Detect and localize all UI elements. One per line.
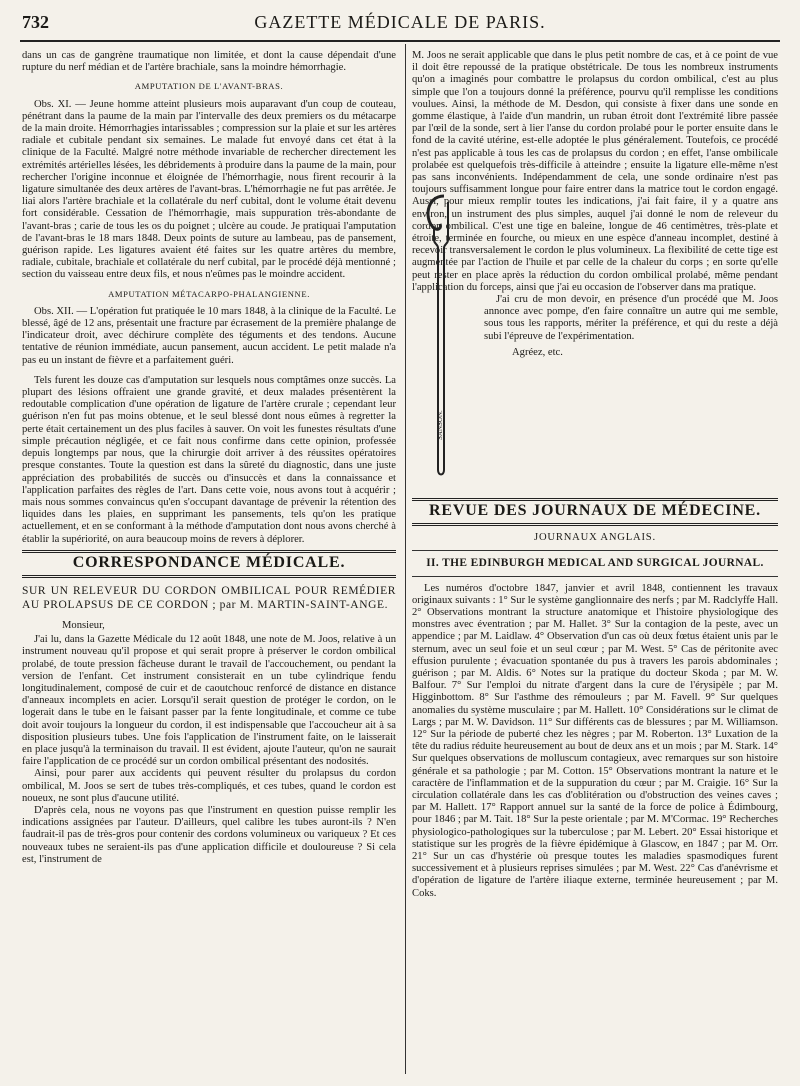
observation-xii: Obs. XII. — L'opération fut pratiquée le 10 mars 1848, à la clinique de la Faculté. Le blessé, âgé de 12 ans, présentait une fracture par écrasement de la première phalange de l'indicateur droit, avec déchirure complète des téguments et des tendons. Aucune tentative de réunion immédiate, aucun pansement, aucun accident. Le petit malade n'a pas eu un instant de fièvre et a parfaitement guéri. bbox=[22, 305, 396, 366]
letter-paragraph-1: J'ai lu, dans la Gazette Médicale du 12 août 1848, une note de M. Joos, relative à un instrument nouveau qu'il propose et qui serait propre à préserver le cordon ombilical prolabé, de toute pression fâcheuse durant le travail de l'accouchement, ou pendant la version de l'enfant. Cet instrument consisterait en un tube cylindrique fendu longitudinalement, composé de cuir et de caoutchouc renforcé de distance en distance d'anneaux incomplets en acier. Lorsqu'il serait question de protéger le cordon, on le logerait dans le tube en le faisant passer par la fente longitudinale, et comme ce tube doit avoir toujours la longueur du cordon, il est indispensable que l'accoucheur ait à sa disposition plusieurs tubes. Une fois l'application de l'instrument faite, on le laisserait en place jusqu'à la terminaison du travail. Il est évident, ajoute l'auteur, qu'on ne saurait faire l'application de ce procédé sur un cordon ombilical présentant des nodosités. bbox=[22, 634, 396, 768]
umbilical-cord-elevator-figure bbox=[412, 190, 470, 480]
correspondance-title: CORRESPONDANCE MÉDICALE. bbox=[72, 553, 346, 571]
continuation-paragraph-2: J'ai cru de mon devoir, en présence d'un procédé que M. Joos annonce avec pompe, d'en faire connaître un autre qui me semble, sous tous les rapports, mériter la préférence, et qui du reste a déjà subi l'épreuve de l'expérimentation. bbox=[484, 294, 778, 342]
edinburgh-heading: II. THE EDINBURGH MEDICAL AND SURGICAL JOURNAL. bbox=[426, 557, 764, 570]
salutation: Monsieur, bbox=[62, 619, 105, 631]
edinburgh-paragraph: Les numéros d'octobre 1847, janvier et avril 1848, contiennent les travaux originaux suivants : 1° Sur le système ganglionnaire des nerfs ; par M. Radclyffe Hall. 2° Observations montrant la structure anatomique et l'histoire physiologique des monstres avec éventration ; par M. Hallet. 3° Sur la contagion de la peste, avec un appendice ; par M. Laidlaw. 4° Observation d'un cas où deux fœtus étaient unis par le sternum, avec un seul foie et un seul cœur ; par M. West. 5° Cas de péritonite avec effusion purulente ; évacuation spontanée du pus à travers les parois abdominales ; guérison ; par M. Aldis. 6° Notes sur la pratique du docteur Skoda ; par M. W. Balfour. 7° Sur l'emploi du nitrate d'argent dans la cure de l'érysipèle ; par M. Higginbottom. 8° Sur l'asthme des rémouleurs ; par M. Favell. 9° Sur quelques anomalies du système musculaire ; par M. Hallett. 10° Considérations sur le climat de Largs ; par M. W. Davidson. 11° Sur différents cas de blessures ; par M. Williamson. 12° Sur la période de puberté chez les nègres ; par M. Roberton. 13° Luxation de la tête du radius réduite heureusement au bout de deux ans et un mois ; par M. Stark. 14° Sur quelques observations de molluscum contagieux, avec remarques sur son histoire générale et sa pathologie ; par M. Cotton. 15° Observations montrant la nature et le caractère de l'inflammation et de la suppuration du cœur ; par M. Craigie. 16° Sur la circulation collatérale dans les cas d'oblitération ou d'obstruction des veines caves ; par M. Hallett. 17° Rapport annuel sur la santé de la force de police à Édimbourg, pour 1846 ; par M. Tait. 18° Sur la peste orientale ; par M. M'Cormac. 19° Recherches physiologico-pathologiques sur la tuberculose ; par M. Lebert. 20° Essai historique et statistique sur les progrès de la fièvre épidémique à Glascow, en 1847 ; par M. Orr. 21° Sur un cas d'hystérie où presque toutes les maladies spasmodiques furent successivement et à plusieurs reprises simulées ; par M. West. 22° Cas d'anévrisme et d'opération de ligature de l'artère iliaque externe, terminée heureusement ; par M. Coks. bbox=[412, 582, 779, 899]
section-rule bbox=[22, 575, 396, 578]
letter-continuation bbox=[412, 50, 778, 482]
conclusion-paragraph: Tels furent les douze cas d'amputation sur lesquels nous comptâmes onze succès. La plupart des lésions offraient une grande gravité, et deux malades présentèrent la redoutable complication d'une opération de ligature de l'artère crurale ; cependant leur guérison n'en fut pas moins obtenue, et le seul blessé dont nous eûmes à regretter la perte était certainement un des plus faciles à sauver. On voit les funestes résultats d'une simple précaution négligée, et ce fait nous confirme dans cette opinion, professée depuis longtemps par nous, que la chirurgie doit arriver à des réussites opératoires presque constantes. Toute la question est dans la sûreté du diagnostic, dans une juste appréciation des probabilités de succès ou d'insuccès et dans la connaissance et l'application parfaites des règles de l'art. Dans cette voie, nous avons tout à acquérir ; mais nous sommes convaincus qu'en s'occupant davantage de prévenir la rétention des liquides dans les plaies, en supprimant les pansements, tels qu'on les pratique actuellement, et en se conformant à la méthode d'amputation dont nous avons cherché à établir la supériorité, on aura beaucoup moins de revers à déplorer. bbox=[22, 374, 396, 545]
running-title: GAZETTE MÉDICALE DE PARIS. bbox=[254, 12, 546, 32]
left-column bbox=[22, 50, 396, 866]
thin-rule bbox=[412, 576, 778, 577]
section-rule bbox=[412, 498, 778, 501]
page-header bbox=[20, 8, 780, 34]
closing: Agréez, etc. bbox=[512, 346, 563, 358]
right-column bbox=[412, 50, 778, 900]
page-number: 732 bbox=[22, 12, 49, 32]
header-rule bbox=[20, 40, 780, 42]
subheading-forearm: AMPUTATION DE L'AVANT-BRAS. bbox=[134, 81, 284, 92]
intro-paragraph: dans un cas de gangrène traumatique non limitée, et dont la cause dépendait d'une rupture du nerf médian et de l'artère brachiale, sans la moindre hémorrhagie. bbox=[22, 50, 396, 74]
section-rule bbox=[412, 523, 778, 526]
column-divider bbox=[405, 44, 406, 1074]
section-rule bbox=[22, 550, 396, 553]
subheading-metacarpo: AMPUTATION MÉTACARPO-PHALANGIENNE. bbox=[108, 288, 310, 299]
review-title: REVUE DES JOURNAUX DE MÉDECINE. bbox=[429, 502, 761, 519]
journaux-anglais-heading: JOURNAUX ANGLAIS. bbox=[534, 532, 656, 544]
correspondance-subtitle: SUR UN RELEVEUR DU CORDON OMBILICAL POUR REMÉDIER AU PROLAPSUS DE CE CORDON ; par M. MARTIN-SAINT-ANGE. bbox=[22, 584, 396, 611]
letter-paragraph-2: Ainsi, pour parer aux accidents qui peuvent résulter du prolapsus du cordon ombilical, M. Joos se sert de tubes très-compliqués, et ces tubes, quand le cordon est noueux, ne sont plus d'aucune utilité. bbox=[22, 768, 396, 804]
letter-paragraph-3: D'après cela, nous ne voyons pas que l'instrument en question puisse remplir les indications assignées par l'auteur. D'ailleurs, quel calibre les tubes auront-ils ? N'en faudrait-il pas de très-gros pour contenir des cordons volumineux ou variqueux ? Et ces nouveaux tubes ne seraient-ils pas d'une application difficile et douloureuse ? Si cela est, l'instrument de bbox=[22, 804, 396, 865]
figure-label: SANSON. bbox=[436, 410, 444, 440]
observation-xi: Obs. XI. — Jeune homme atteint plusieurs mois auparavant d'un coup de couteau, pénétrant dans la paume de la main par l'intervalle des deux premiers os du métacarpe de la main droite. Hémorrhagies intarissables ; compression sur la plaie et sur les artères radiale et cubitale pendant six semaines. Le malade fut envoyé dans cet état à la clinique de la Faculté. Malgré notre méthode invariable de rechercher directement les extrémités artérielles lésées, les débridements à produire dans la paume de la main, pour rechercher l'origine inconnue et éloignée de l'hémorrhagie, nous firent recourir à la ligature simultanée des deux artères de l'avant-bras. L'hémorrhagie ne fut pas arrêtée. Je liai alors l'artère brachiale et la collatérale du nerf cubital, dont le volume était devenu fort considérable. Cessation de l'hémorrhagie, mais suppuration très-abondante de l'avant-bras ; carie de tous les os du poignet ; ulcère au coude. Je pratiquai l'amputation de l'avant-bras le 18 mars 1848. Deux points de suture au lambeau, pas de pansement, guérison rapide. Les ligatures avaient été faites sur les quatre artères du membre, radiale, cubitale, brachiale et collatérale du nerf cubital, par le procédé déjà mentionné ; section du vaisseau entre deux fils, et nous n'eûmes pas le moindre accident. bbox=[22, 98, 396, 281]
thin-rule bbox=[412, 550, 778, 551]
continuation-paragraph: M. Joos ne serait applicable que dans le plus petit nombre de cas, et à ce point de vue il doit être repoussé de la pratique obstétricale. De tous les nombreux instruments qu'on a imaginés pour combattre le prolapsus du cordon ombilical, c'est au plus simple que l'on a toujours donné la préférence, pourvu qu'il remplisse les conditions voulues. Ainsi, la méthode de M. Desdon, qui consiste à fixer dans une sonde en gomme élastique, à l'aide d'un mandrin, un ruban étroit dont l'extrémité libre passée par l'œil de la sonde, sert à lier l'anse du cordon prolabé pour le porter ensuite dans le fond de la cavité utérine, est-elle adoptée le plus généralement. Toutefois, ce procédé n'est pas applicable à tous les cas de prolapsus du cordon ; en effet, l'anse ombilicale prolabée est quelquefois très-difficile à atteindre ; ensuite la ligature elle-même n'est pas sans inconvénients. Indépendamment de cela, une sonde ordinaire n'est pas toujours suffisamment longue pour faire entrer dans la matrice tout le cordon engagé. Aussi, pour mieux remplir toutes les indications, j'ai fait faire, il y a quatre ans environ, un instrument des plus simples, auquel j'ai donné le nom de releveur du cordon ombilical. C'est une tige en baleine, longue de 46 centimètres, très-plate et étroite, terminée en fourche, ou mieux en une espèce d'anneau incomplet, destiné à recevoir transversalement le cordon le plus volumineux. La flexibilité de cette tige est augmentée par l'action de l'huile et par celle de la chaleur du corps ; en sorte qu'elle peut rester en place après la réduction du cordon ombilical prolabé, même pendant l'application du forceps, ainsi que j'ai eu occasion de l'observer dans ma pratique. bbox=[412, 50, 778, 293]
